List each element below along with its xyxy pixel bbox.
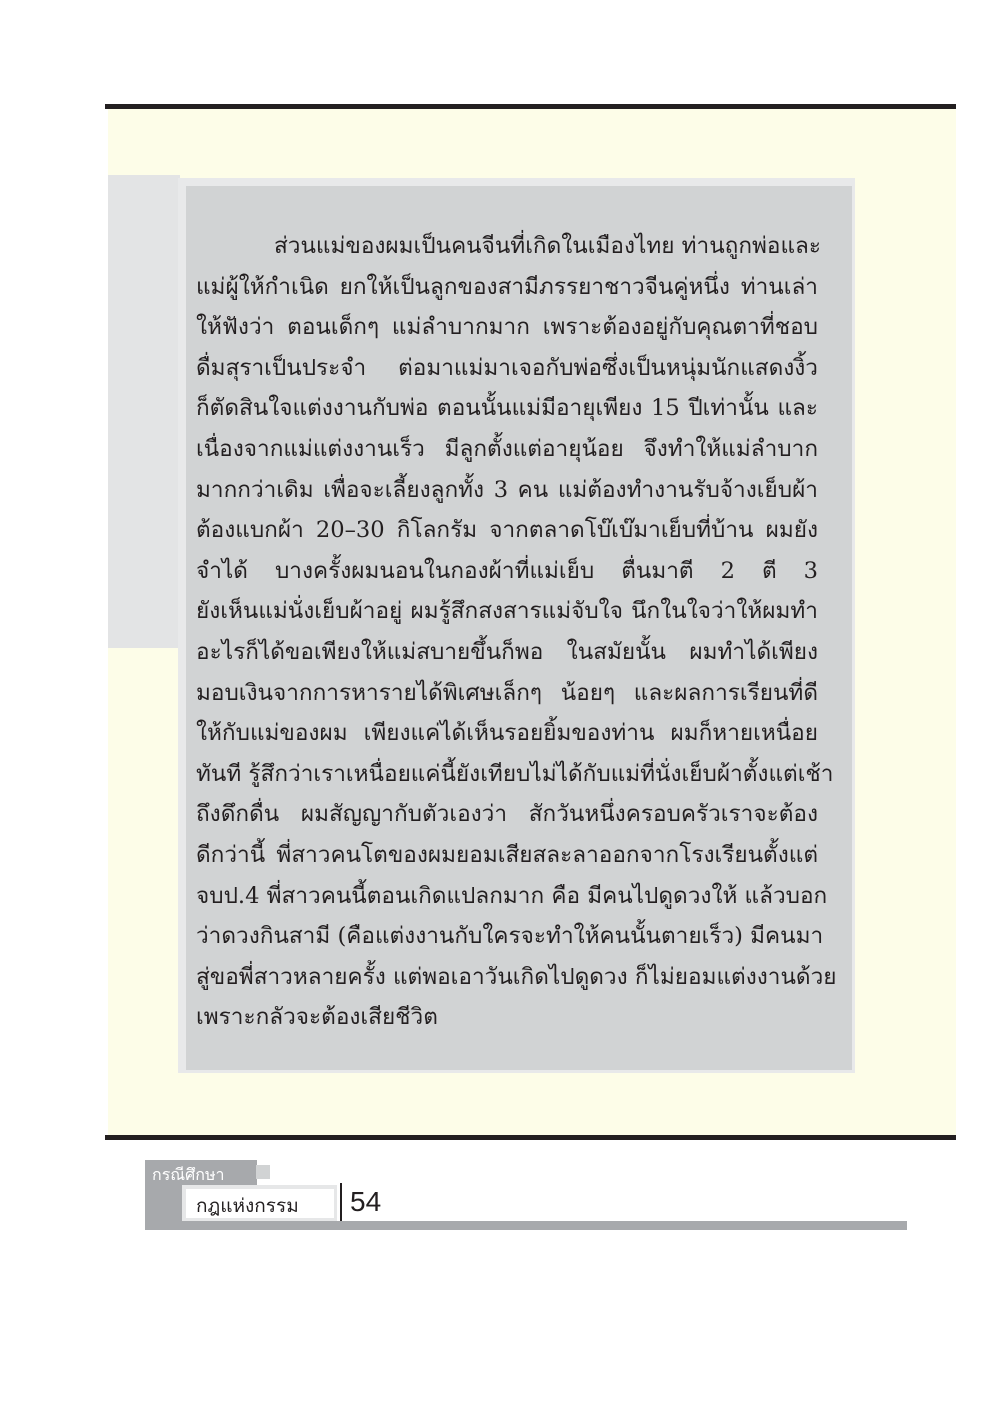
story-line: เนื่องจากแม่แต่งงานเร็ว มีลูกตั้งแต่อายุน้อย จึงทำให้แม่ลำบาก <box>196 435 818 462</box>
story-line: จบป.4 พี่สาวคนนี้ตอนเกิดแปลกมาก คือ มีคนไปดูดวงให้ แล้วบอก <box>196 882 828 909</box>
footer-section-label: กรณีศึกษา <box>152 1165 225 1184</box>
story-line: ว่าดวงกินสามี (คือแต่งงานกับใครจะทำให้คนนั้นตายเร็ว) มีคนมา <box>196 923 824 950</box>
footer-divider <box>340 1183 342 1221</box>
side-tab <box>108 175 180 648</box>
page-number: 54 <box>350 1186 382 1217</box>
story-line: จำได้ บางครั้งผมนอนในกองผ้าที่แม่เย็บ ตื่นมาตี 2 ตี 3 <box>196 557 818 584</box>
story-line: ยังเห็นแม่นั่งเย็บผ้าอยู่ ผมรู้สึกสงสารแม่จับใจ นึกในใจว่าให้ผมทำ <box>196 598 818 625</box>
story-line: ดีกว่านี้ พี่สาวคนโตของผมยอมเสียสละลาออกจากโรงเรียนตั้งแต่ <box>196 841 818 868</box>
story-box <box>186 186 852 1070</box>
story-line: ให้ฟังว่า ตอนเด็กๆ แม่ลำบากมาก เพราะต้องอยู่กับคุณตาที่ชอบ <box>196 314 818 341</box>
bottom-rule <box>105 1135 956 1140</box>
footer-book-title: กฎแห่งกรรม <box>196 1195 299 1217</box>
footer-line <box>145 1221 907 1230</box>
story-line: เพราะกลัวจะต้องเสียชีวิต <box>196 1004 438 1031</box>
story-line: มอบเงินจากการหารายได้พิเศษเล็กๆ น้อยๆ และผลการเรียนที่ดี <box>196 679 818 706</box>
story-line: ให้กับแม่ของผม เพียงแค่ได้เห็นรอยยิ้มของท่าน ผมก็หายเหนื่อย <box>196 720 818 747</box>
story-line: ถึงดึกดื่น ผมสัญญากับตัวเองว่า สักวันหนึ่งครอบครัวเราจะต้อง <box>196 801 818 828</box>
story-line: มากกว่าเดิม เพื่อจะเลี้ยงลูกทั้ง 3 คน แม่ต้องทำงานรับจ้างเย็บผ้า <box>196 476 818 503</box>
story-line: ก็ตัดสินใจแต่งงานกับพ่อ ตอนนั้นแม่มีอายุเพียง 15 ปีเท่านั้น และ <box>196 395 818 422</box>
story-line: ส่วนแม่ของผมเป็นคนจีนที่เกิดในเมืองไทย ท่านถูกพ่อและ <box>274 233 822 259</box>
story-line: ดื่มสุราเป็นประจำ ต่อมาแม่มาเจอกับพ่อซึ่งเป็นหนุ่มนักแสดงงิ้ว <box>196 354 818 381</box>
footer-accent-square <box>256 1165 270 1179</box>
story-line: แม่ผู้ให้กำเนิด ยกให้เป็นลูกของสามีภรรยาชาวจีนคู่หนึ่ง ท่านเล่า <box>196 273 818 300</box>
story-line: อะไรก็ได้ขอเพียงให้แม่สบายขึ้นก็พอ ในสมัยนั้น ผมทำได้เพียง <box>196 638 818 665</box>
story-line: ต้องแบกผ้า 20–30 กิโลกรัม จากตลาดโบ๊เบ๊มาเย็บที่บ้าน ผมยัง <box>196 517 818 544</box>
story-paragraph <box>196 226 837 1038</box>
story-line: สู่ขอพี่สาวหลายครั้ง แต่พอเอาวันเกิดไปดูดวง ก็ไม่ยอมแต่งงานด้วย <box>196 963 837 990</box>
story-line: ทันที รู้สึกว่าเราเหนื่อยแค่นี้ยังเทียบไม่ได้กับแม่ที่นั่งเย็บผ้าตั้งแต่เช้า <box>196 760 834 787</box>
